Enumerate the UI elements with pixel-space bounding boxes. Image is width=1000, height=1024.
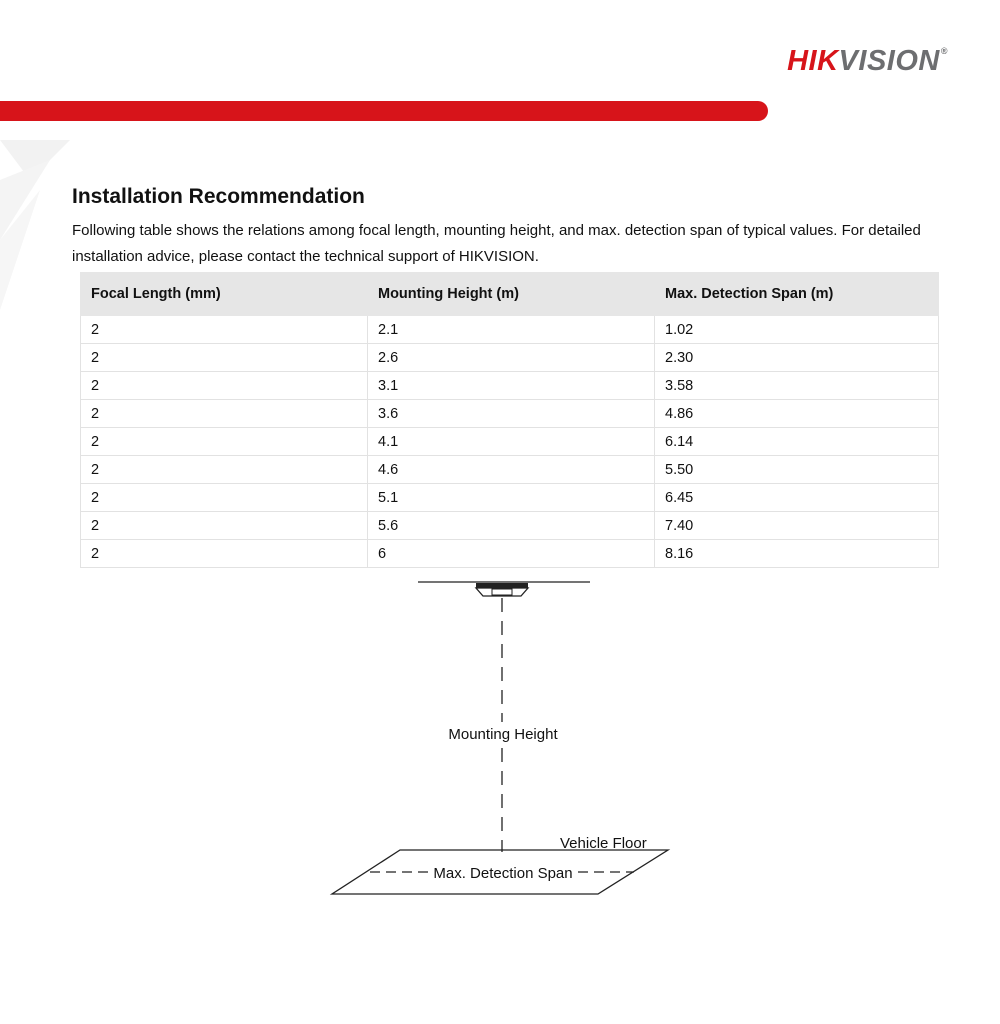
decorative-watermark [0,120,80,320]
cell-mounting-height: 3.6 [368,400,655,428]
cell-focal-length: 2 [81,344,368,372]
cell-detection-span: 5.50 [655,456,939,484]
cell-detection-span: 2.30 [655,344,939,372]
cell-mounting-height: 6 [368,540,655,568]
table-row [81,540,939,568]
cell-mounting-height: 3.1 [368,372,655,400]
vehicle-floor-label: Vehicle Floor [560,835,647,852]
table-row [81,344,939,372]
cell-focal-length: 2 [81,372,368,400]
logo-text-red: HIK [787,45,839,77]
header-focal-length: Focal Length (mm) [81,273,368,316]
cell-detection-span: 1.02 [655,316,939,344]
camera-icon [476,583,528,596]
table-row [81,372,939,400]
cell-focal-length: 2 [81,456,368,484]
cell-mounting-height: 4.6 [368,456,655,484]
header-red-bar [0,101,768,121]
cell-detection-span: 3.58 [655,372,939,400]
cell-mounting-height: 2.6 [368,344,655,372]
cell-focal-length: 2 [81,316,368,344]
cell-mounting-height: 5.1 [368,484,655,512]
installation-diagram [320,570,680,910]
logo-text-grey: VISION [838,45,940,77]
cell-detection-span: 6.45 [655,484,939,512]
cell-detection-span: 4.86 [655,400,939,428]
cell-detection-span: 6.14 [655,428,939,456]
intro-paragraph: Following table shows the relations among focal length, mounting height, and max. detection span of typical values. For detailed installation advice, please contact the technical support of HIKVISION. [72,222,921,265]
mounting-height-label: Mounting Height [448,726,558,743]
table-header-row [81,273,939,316]
table-row [81,316,939,344]
header-mounting-height: Mounting Height (m) [368,273,655,316]
table-row [81,512,939,540]
cell-mounting-height: 5.6 [368,512,655,540]
header-max-detection-span: Max. Detection Span (m) [655,273,939,316]
installation-table [80,272,939,568]
table-row [81,428,939,456]
cell-focal-length: 2 [81,512,368,540]
cell-mounting-height: 4.1 [368,428,655,456]
hikvision-logo [787,47,948,76]
table-row [81,400,939,428]
table-row [81,456,939,484]
cell-mounting-height: 2.1 [368,316,655,344]
logo-registered-mark: ® [940,46,948,56]
section-title: Installation Recommendation [72,185,365,208]
cell-focal-length: 2 [81,428,368,456]
cell-focal-length: 2 [81,484,368,512]
cell-detection-span: 7.40 [655,512,939,540]
cell-detection-span: 8.16 [655,540,939,568]
table-row [81,484,939,512]
detection-span-label: Max. Detection Span [433,865,573,882]
cell-focal-length: 2 [81,400,368,428]
cell-focal-length: 2 [81,540,368,568]
